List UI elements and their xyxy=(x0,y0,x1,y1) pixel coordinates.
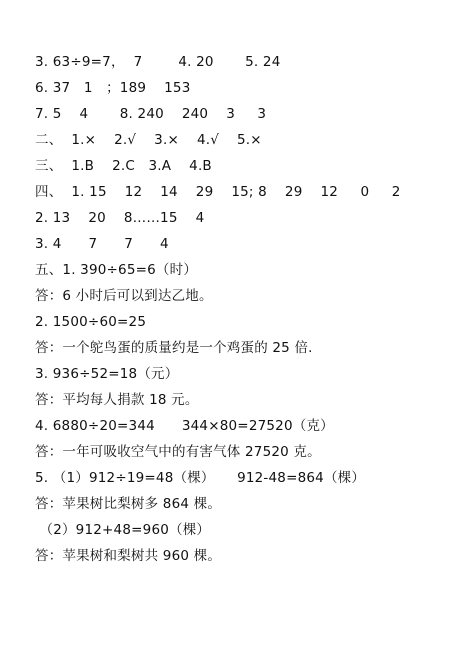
answer-line-14: 答：平均每人捐款 18 元。 xyxy=(35,392,199,408)
answer-line-17: 5. （1）912÷19=48（棵） 912-48=864（棵） xyxy=(35,470,366,486)
answer-line-4: 二、 1.× 2.√ 3.× 4.√ 5.× xyxy=(35,132,262,148)
answer-line-9: 五、1. 390÷65=6（时） xyxy=(35,262,198,278)
answer-line-3: 7. 5 4 8. 240 240 3 3 xyxy=(35,106,267,122)
answer-line-11: 2. 1500÷60=25 xyxy=(35,314,147,330)
answer-line-16: 答：一年可吸收空气中的有害气体 27520 克。 xyxy=(35,444,321,460)
answer-line-19: （2）912+48=960（棵） xyxy=(35,522,211,538)
answer-line-7: 2. 13 20 8……15 4 xyxy=(35,210,205,226)
answer-line-10: 答：6 小时后可以到达乙地。 xyxy=(35,288,213,304)
answer-line-8: 3. 4 7 7 4 xyxy=(35,236,169,252)
answer-line-15: 4. 6880÷20=344 344×80=27520（克） xyxy=(35,418,334,434)
answer-line-5: 三、 1.B 2.C 3.A 4.B xyxy=(35,158,212,174)
answer-line-2: 6. 37 1 ；189 153 xyxy=(35,80,191,96)
answer-line-13: 3. 936÷52=18（元） xyxy=(35,366,179,382)
answer-line-6: 四、 1. 15 12 14 29 15; 8 29 12 0 2 xyxy=(35,184,401,200)
answer-line-18: 答：苹果树比梨树多 864 棵。 xyxy=(35,496,222,512)
answer-line-12: 答：一个鸵鸟蛋的质量约是一个鸡蛋的 25 倍. xyxy=(35,340,313,356)
answer-line-20: 答：苹果树和梨树共 960 棵。 xyxy=(35,548,222,564)
answer-line-1: 3. 63÷9=7， 7 4. 20 5. 24 xyxy=(35,54,281,70)
